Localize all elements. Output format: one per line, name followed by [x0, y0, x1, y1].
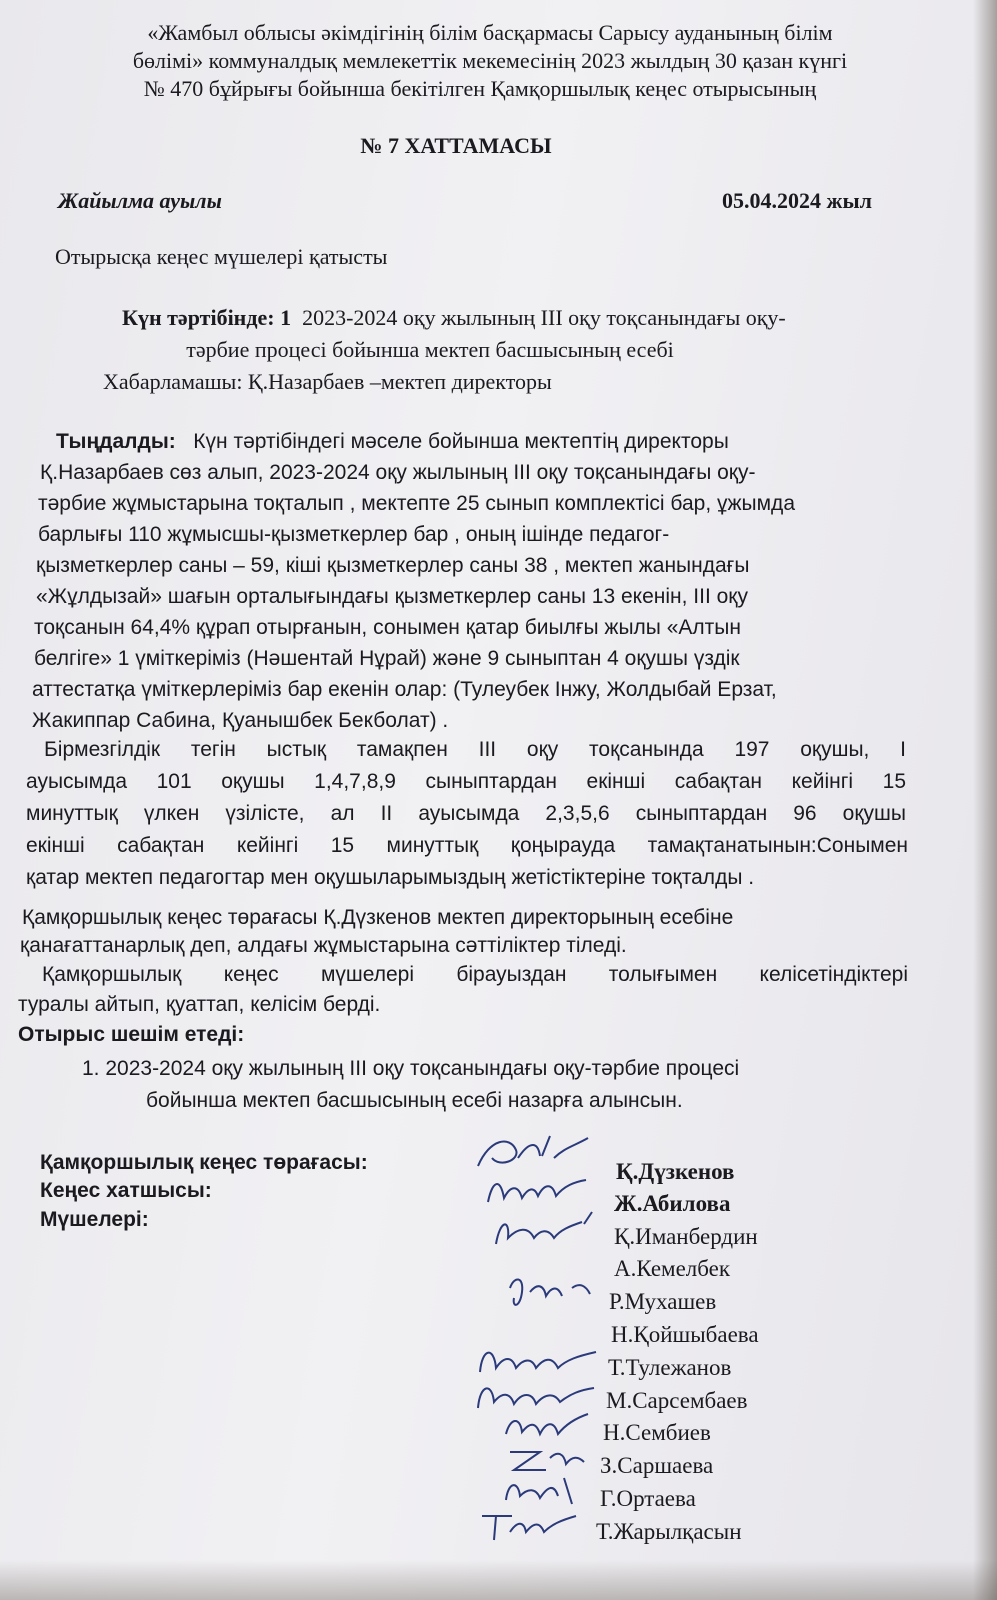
meals-line-3: екінші сабақтан кейінгі 15 минуттық қоңырауда тамақтанатынын:Сонымен [26, 834, 908, 857]
listened-line-1: Қ.Назарбаев сөз алып, 2023-2024 оқу жылының ІІІ оқу тоқсанындағы оқу- [40, 461, 756, 484]
meals-line-last: қатар мектеп педагогтар мен оқушыларымыздың жетістіктеріне тоқталды . [26, 866, 755, 889]
chair-label: Қамқоршылық кеңес төрағасы: [40, 1151, 368, 1174]
signature-member-1 [488, 1208, 598, 1252]
listened-line-9: Жакиппар Сабина, Қуанышбек Бекболат) . [32, 709, 449, 732]
place: Жайылма ауылы [58, 188, 222, 213]
member-name-10: Т.Жарылқасын [596, 1519, 742, 1544]
agenda-text-1: 2023-2024 оқу жылының ІІІ оқу тоқсанындағы оқу- [302, 305, 786, 330]
chair-comment-2: қанағаттанарлық деп, алдағы жұмыстарына сәттіліктер тіледі. [20, 934, 627, 957]
date: 05.04.2024 жыл [722, 188, 872, 213]
listened-line-8: аттестатқа үміткерлеріміз бар екенін олар: (Тулеубек Інжу, Жолдыбай Ерзат, [32, 678, 777, 701]
listened-label: Тыңдалды: [56, 430, 176, 453]
decision-item-1b: бойынша мектеп басшысының есебі назарға алынсын. [146, 1089, 683, 1112]
listened-line-4: қызметкерлер саны – 59, кіші қызметкерлер саны 38 , мектеп жанындағы [36, 554, 750, 577]
secretary-label: Кеңес хатшысы: [40, 1179, 212, 1202]
members-comment-2: туралы айтып, қуаттап, келісім берді. [18, 993, 381, 1016]
member-name-9: Г.Ортаева [600, 1486, 696, 1511]
signature-secretary [482, 1168, 592, 1210]
chair-comment-1: Қамқоршылық кеңес төрағасы Қ.Дүзкенов мектеп директорының есебіне [22, 906, 734, 929]
page-bottom-shadow [0, 1560, 997, 1600]
document-title: № 7 ХАТТАМАСЫ [360, 133, 552, 158]
member-name-7: Н.Сембиев [603, 1420, 711, 1445]
attendance: Отырысқа кеңес мүшелері қатысты [55, 244, 388, 269]
page-edge-shadow [973, 0, 997, 1600]
member-name-6: М.Сарсембаев [606, 1388, 748, 1413]
agenda-line-2: тәрбие процесі бойынша мектеп басшысының есебі [186, 337, 674, 362]
listened-line-2: тәрбие жұмыстарына тоқталып , мектепте 25 сынып комплектісі бар, ұжымда [38, 492, 795, 515]
meals-line-0: Бірмезгілдік тегін ыстық тамақпен ІІІ оқу тоқсанында 197 оқушы, І [44, 738, 906, 761]
member-name-4: Н.Қойшыбаева [611, 1322, 759, 1347]
members-comment-1: Қамқоршылық кеңес мүшелері бірауыздан толығымен келісетіндіктері [42, 963, 908, 986]
member-name-1: Қ.Иманбердин [614, 1224, 758, 1249]
agenda-line-1 [122, 305, 786, 331]
listened-line-6: тоқсанын 64,4% құрап отырғанын, сонымен қатар биылғы жылы «Алтын [34, 616, 741, 639]
meals-line-1: ауысымда 101 оқушы 1,4,7,8,9 сыныптардан екінші сабақтан кейінгі 15 [26, 770, 906, 793]
member-name-3: Р.Мухашев [609, 1289, 717, 1314]
meals-line-2: минуттық үлкен үзілісте, ал ІІ ауысымда 2,3,5,6 сыныптардан 96 оқушы [26, 802, 906, 825]
signature-member-10 [476, 1502, 586, 1546]
member-name-5: Т.Тулежанов [608, 1355, 732, 1380]
header-line-3: № 470 бұйрығы бойынша бекітілген Қамқоршылық кеңес отырысының [143, 76, 817, 101]
agenda-label: Күн тәртібінде: 1 [122, 305, 292, 330]
decision-label: Отырыс шешім етеді: [18, 1023, 245, 1046]
header-line-1: «Жамбыл облысы әкімдігінің білім басқармасы Сарысу ауданының білім [147, 20, 833, 45]
listened-line-7: белгіге» 1 үміткеріміз (Нәшентай Нұрай) және 9 сыныптан 4 оқушы үздік [34, 647, 740, 670]
listened-line-0: Тыңдалды: Күн тәртібіндегі мәселе бойынша мектептің директоры [56, 430, 729, 453]
chair-name: Қ.Дүзкенов [616, 1159, 735, 1184]
listened-line-5: «Жұлдызай» шағын орталығындағы қызметкерлер саны 13 екенін, ІІІ оқу [36, 585, 748, 608]
member-name-2: А.Кемелбек [614, 1256, 731, 1281]
decision-item-1: 1. 2023-2024 оқу жылының ІІІ оқу тоқсанындағы оқу-тәрбие процесі [82, 1057, 740, 1080]
secretary-name: Ж.Абилова [614, 1191, 731, 1216]
agenda-speaker: Хабарламашы: Қ.Назарбаев –мектеп директоры [103, 369, 552, 394]
header-line-2: бөлімі» коммуналдық мемлекеттік мекемесінің 2023 жылдың 30 қазан күнгі [132, 48, 848, 73]
listened-line-3: барлығы 110 жұмысшы-қызметкерлер бар , оның ішінде педагог- [38, 523, 670, 546]
members-label: Мүшелері: [40, 1208, 149, 1231]
signature-member-3 [500, 1268, 600, 1312]
member-name-8: З.Саршаева [600, 1453, 714, 1478]
